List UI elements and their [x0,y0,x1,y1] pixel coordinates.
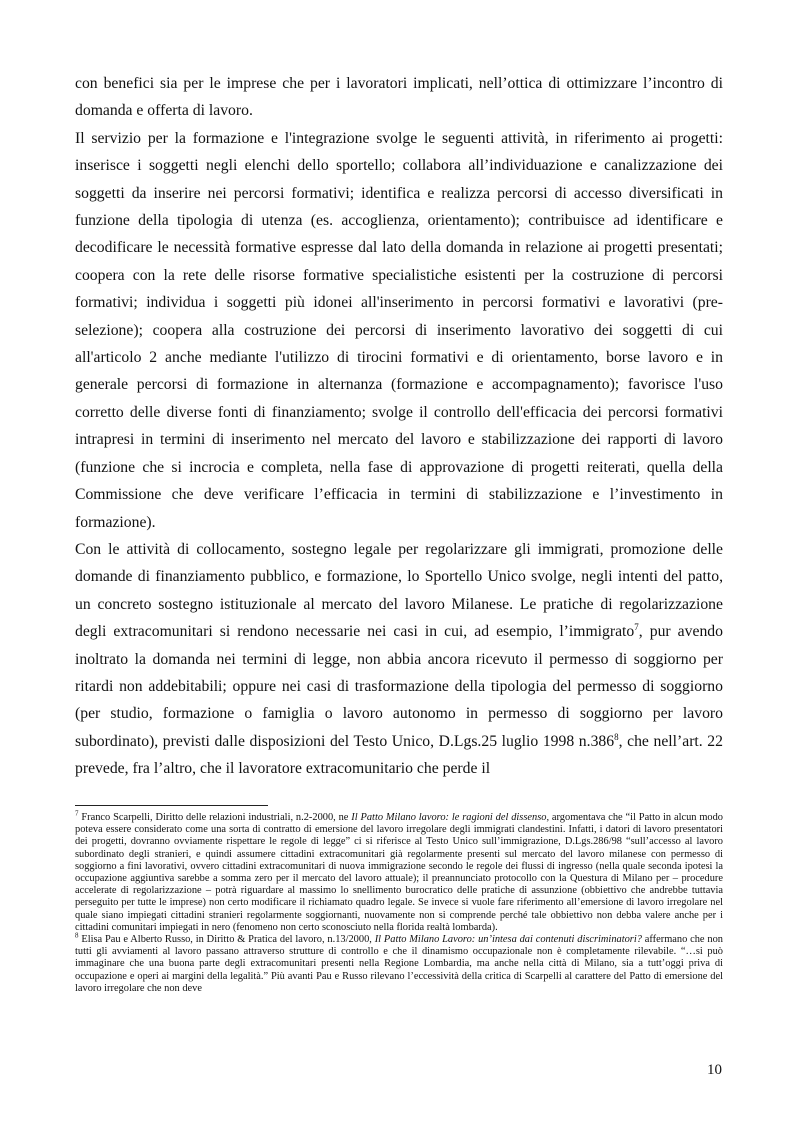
paragraph-3-part-c: , che nell’art. 22 prevede, fra l’altro, che il lavoratore extracomunitario che perde il [75,732,723,778]
main-text [75,70,723,783]
footnote-7-title: Il Patto Milano lavoro: le ragioni del dissenso, [351,812,550,823]
footnote-separator [75,805,268,806]
footnote-7-text-b: argomentava che “il Patto in alcun modo poteva essere considerato come una sorta di contratto di emersione del lavoro irregolare degli immigrati clandestini. Infatti, i datori di lavoro presentatori dei progetti, dovranno ovviamente rispettare le regole di legge” ci si riferisce al Testo Unico sull’immigrazione, D.Lgs.286/98 “sull’accesso al lavoro subordinato degli stranieri, e quindi assumere cittadini extracomunitari già regolarmente presenti sul mercato del lavoro milanese con permesso di soggiorno a fini lavorativi, ovvero cittadini extracomunitari di nuova immigrazione secondo le regole dei flussi di ingresso (nella quale seconda ipotesi la occupazione aggiuntiva sarebbe a somma zero per il mercato del lavoro attuale); il preannunciato protocollo con la Questura di Milano per – procedure accelerate di regolarizzazione – potrà riguardare al massimo lo snellimento burocratico delle pratiche di assunzione (obbiettivo che andrebbe tuttavia perseguito per tutte le imprese) non certo modificare il richiamato quadro legale. Se invece si vuole fare riferimento all’emersione di lavoro irregolare nel quale siano impiegati cittadini stranieri regolarmente soggiornanti, nuovamente non si comprende perché tale obbiettivo non debba valere anche per i cittadini comunitari impiegati in nero (fenomeno non certo sconosciuto nella florida realtà lombarda). [75,812,723,933]
footnote-8-number: 8 [75,931,79,940]
footnote-7 [75,809,723,934]
footnote-8-text-b: affermano che non tutti gli avviamenti al lavoro passano attraverso strutture di controllo e che il dinamismo occupazionale non è completamente rilevabile. “…si può immaginare che una buona parte degli extracomunitari presenti nella Regione Lombardia, ma anche nella città di Milano, sia a tutt’oggi priva di occupazione e operi ai margini della legalità.” Più avanti Pau e Russo rilevano l’eccessività della critica di Scarpelli al carattere del Patto di emersione del lavoro irregolare che non deve [75,934,723,994]
footnote-8-title: Il Patto Milano Lavoro: un’intesa dai contenuti discriminatori? [374,934,642,946]
paragraph-2: Il servizio per la formazione e l'integrazione svolge le seguenti attività, in riferimento ai progetti: inserisce i soggetti negli elenchi dello sportello; collabora all’individuazione e canalizzazione dei soggetti da inserire nei percorsi formativi; identifica e realizza percorsi di accesso diversificati in funzione della tipologia di utenza (es. accoglienza, orientamento); contribuisce ad identificare e decodificare le necessità formative espresse dal lato della domanda in relazione ai progetti presentati; coopera con la rete delle risorse formative specialistiche esistenti per la costruzione di percorsi formativi; individua i soggetti più idonei all'inserimento in percorsi formativi e lavorativi (pre-selezione); coopera alla costruzione dei percorsi di inserimento lavorativo dei soggetti di cui all'articolo 2 anche mediante l'utilizzo di tirocini formativi e di orientamento, borse lavoro e in generale percorsi di formazione in alternanza (formazione e accompagnamento); favorisce l'uso corretto delle diverse fonti di finanziamento; svolge il controllo dell'efficacia dei percorsi formativi intrapresi in termini di inserimento nel mercato del lavoro e stabilizzazione dei rapporti di lavoro (funzione che si incrocia e completa, nella fase di approvazione di progetti reiterati, quella della Commissione che deve verificare l’efficacia in termini di stabilizzazione e l’investimento in formazione). [75,129,723,531]
footnote-8-text-a: Elisa Pau e Alberto Russo, in Diritto & Pratica del lavoro, n.13/2000, [78,934,375,946]
paragraph-3-part-a: Con le attività di collocamento, sostegno legale per regolarizzare gli immigrati, promozione delle domande di finanziamento pubblico, e formazione, lo Sportello Unico svolge, negli intenti del patto, un concreto sostegno istituzionale al mercato del lavoro Milanese. Le pratiche di regolarizzazione degli extracomunitari si rendono necessarie nei casi in cui, ad esempio, l’immigrato [75,540,723,641]
footnote-8 [75,931,723,995]
footnote-ref-7[interactable]: 7 [634,621,639,632]
paragraph-3-part-b: , pur avendo inoltrato la domanda nei termini di legge, non abbia ancora ricevuto il permesso di soggiorno per ritardi non addebitabili; oppure nei casi di trasformazione della tipologia del permesso di soggiorno (per studio, formazione o famiglia o lavoro autonomo in permesso di soggiorno per lavoro subordinato), previsti dalle disposizioni del Testo Unico, D.Lgs.25 luglio 1998 n.386 [75,623,723,750]
paragraph-3 [75,536,723,783]
footnote-ref-8[interactable]: 8 [614,731,619,742]
footnote-7-number: 7 [75,809,79,818]
footnote-7-text-a: Franco Scarpelli, Diritto delle relazioni industriali, n.2-2000, ne [78,812,352,823]
paragraph-1: con benefici sia per le imprese che per i lavoratori implicati, nell’ottica di ottimizzare l’incontro di domanda e offerta di lavoro. [75,75,723,120]
footnotes-section [75,809,723,995]
page-number: 10 [707,1062,722,1078]
